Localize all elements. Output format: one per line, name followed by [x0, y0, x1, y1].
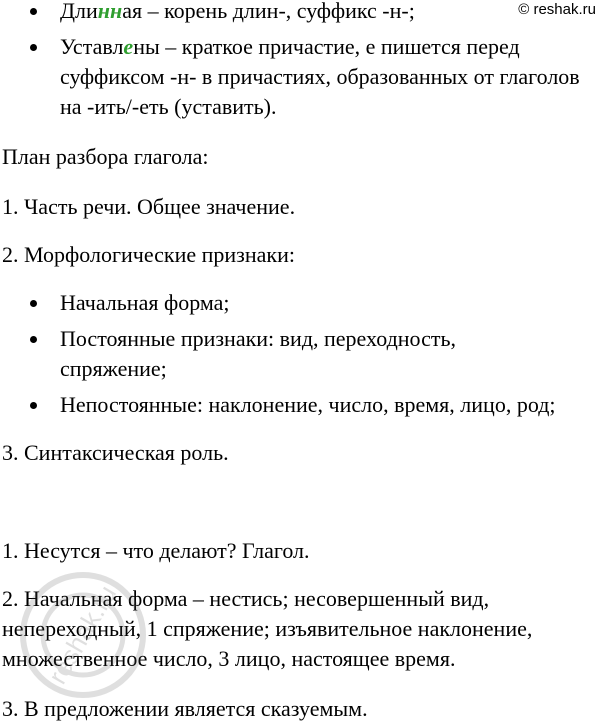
- plan-item-3: 3. Синтаксическая роль.: [2, 440, 229, 465]
- bullet-text: Непостоянные: наклонение, число, время, лицо, род;: [60, 392, 556, 417]
- analysis-item-1: 1. Несутся – что делают? Глагол.: [2, 538, 310, 563]
- bullet-icon: [30, 336, 37, 343]
- bullet-icon: [30, 402, 37, 409]
- word-suffix: ая: [122, 0, 143, 23]
- bullet-text: Начальная форма;: [60, 290, 230, 315]
- plan-item-2: 2. Морфологические признаки:: [2, 242, 295, 267]
- list-item: [0, 32, 584, 122]
- list-item: [0, 324, 544, 384]
- plan-item-1: 1. Часть речи. Общее значение.: [2, 194, 296, 219]
- bullet-icon: [30, 300, 37, 307]
- svg-text:reshak.ru: reshak.ru: [42, 580, 123, 689]
- bullet-text: – корень длин-, суффикс -н-;: [142, 0, 415, 23]
- bullet-icon: [30, 8, 37, 15]
- bullet-text: – краткое причастие, е пишется перед суффиксом -н- в причастиях, образованных от глаголов на -ить/-еть (уставить).: [60, 34, 580, 119]
- list-item: [0, 288, 602, 318]
- list-item: [0, 390, 602, 420]
- plan-title: План разбора глагола:: [2, 144, 209, 169]
- plan-sub-list: [0, 288, 602, 420]
- analysis-item-2: 2. Начальная форма – нестись; несовершенный вид, непереходный, 1 спряжение; изъявительное наклонение, множественное число, 3 лицо, настоящее время.: [2, 586, 533, 671]
- highlighted-letters: нн: [97, 0, 123, 23]
- word-prefix: Дли: [60, 0, 98, 23]
- word-suffix: ны: [133, 34, 160, 59]
- list-item: [0, 0, 584, 26]
- bullet-icon: [30, 44, 37, 51]
- top-bullet-list: [0, 0, 602, 122]
- analysis-item-3: 3. В предложении является сказуемым.: [2, 696, 368, 721]
- copyright-label: © reshak.ru: [518, 1, 596, 18]
- highlighted-letters: е: [123, 34, 134, 59]
- bullet-text: Постоянные признаки: вид, переходность, спряжение;: [60, 326, 456, 381]
- word-prefix: Уставл: [60, 34, 124, 59]
